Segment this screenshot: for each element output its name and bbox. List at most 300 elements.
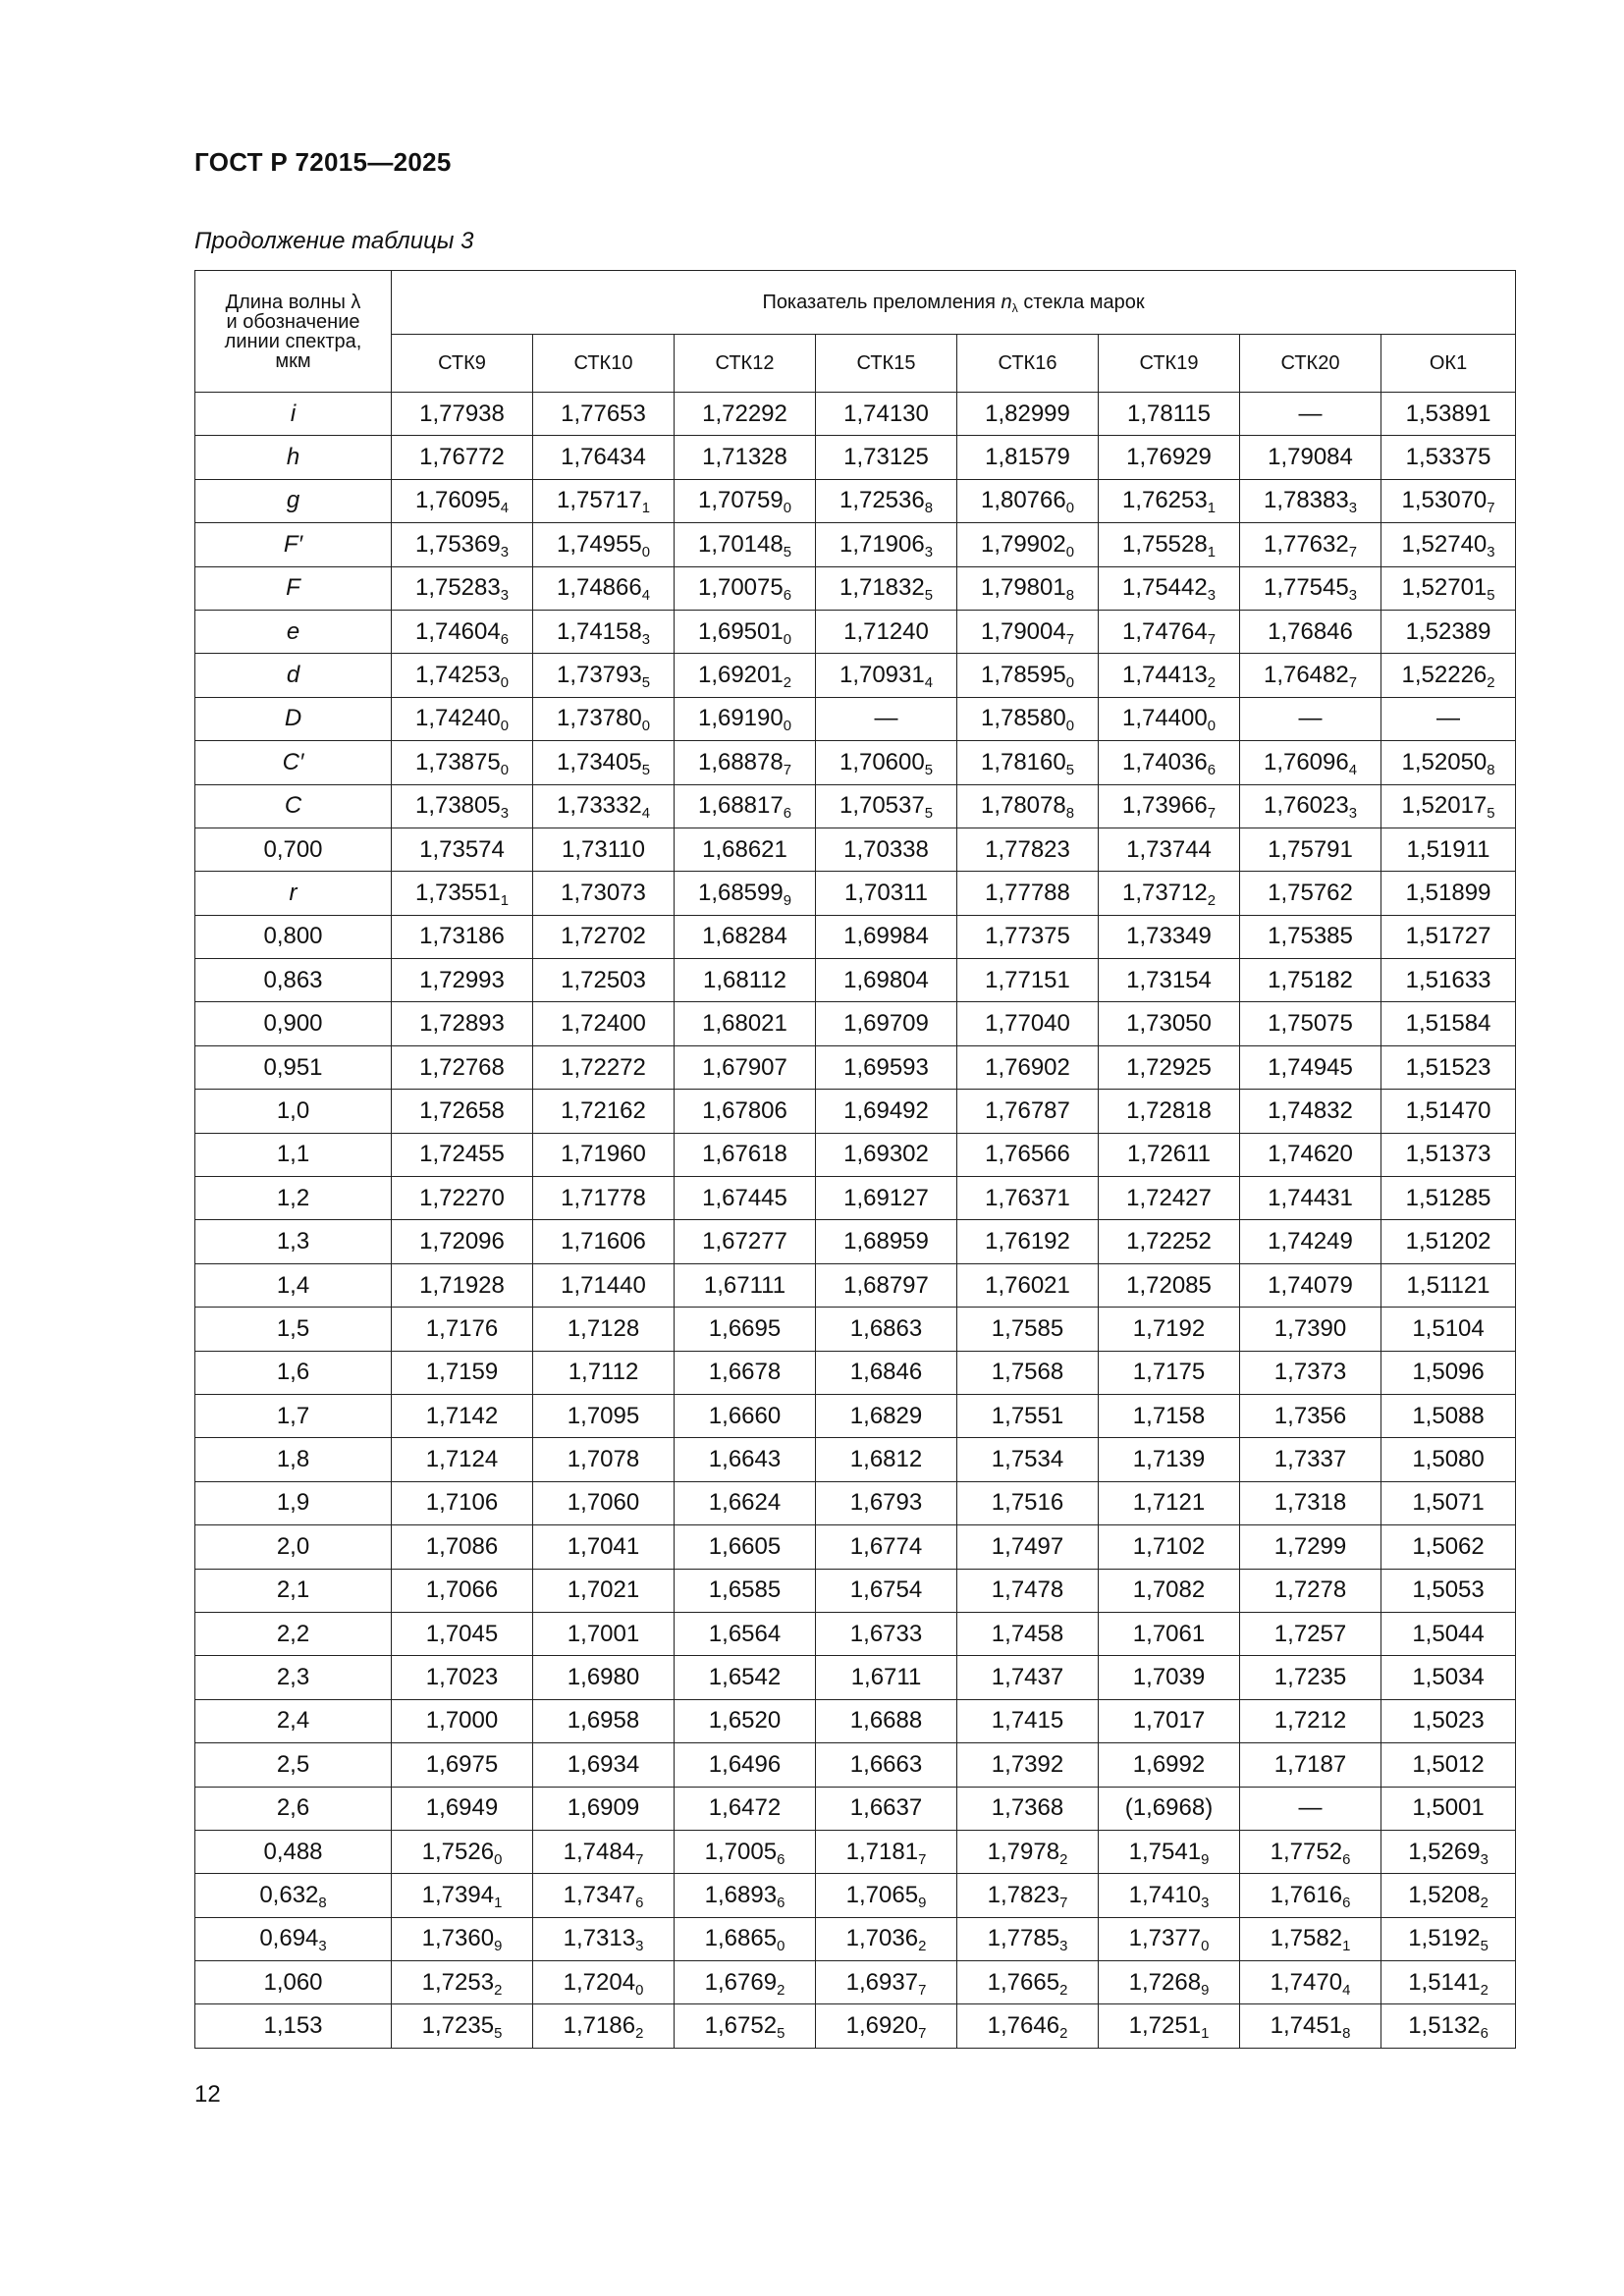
cell-value: 1,72611 xyxy=(1127,1141,1211,1168)
cell-value: 1,5012 xyxy=(1412,1750,1485,1778)
table-row xyxy=(195,1308,1516,1351)
wavelength-cell xyxy=(195,1045,392,1089)
cell-value: 1,6688 xyxy=(849,1707,923,1735)
table-cell xyxy=(957,1743,1099,1787)
cell-value-subscript: 0 xyxy=(494,1851,503,1868)
table-cell xyxy=(1381,1133,1516,1176)
table-cell xyxy=(675,1917,816,1960)
cell-value-subscript: 2 xyxy=(918,1939,927,1955)
cell-value: 1,72427 xyxy=(1126,1184,1212,1211)
cell-value: 1,5 xyxy=(276,1314,310,1342)
table-cell xyxy=(1099,1525,1240,1569)
cell-value-subscript: 3 xyxy=(1487,544,1495,561)
table-cell xyxy=(1240,1612,1381,1655)
cell-value-subscript: 7 xyxy=(1348,544,1358,561)
cell-value: 2,2 xyxy=(276,1620,310,1647)
glass-mark-header: СТК19 xyxy=(1099,334,1240,392)
table-cell xyxy=(1381,1177,1516,1220)
cell-value: 1,69190 xyxy=(697,705,784,732)
table-cell xyxy=(392,1743,533,1787)
wavelength-cell xyxy=(195,436,392,479)
cell-value-subscript: 3 xyxy=(500,588,510,604)
cell-value: 1,7390 xyxy=(1273,1314,1347,1342)
wavelength-cell xyxy=(195,1351,392,1394)
cell-value: 0,800 xyxy=(263,923,323,950)
table-cell xyxy=(1240,479,1381,522)
table-cell xyxy=(392,1569,533,1612)
cell-value: 1,5071 xyxy=(1412,1489,1485,1517)
cell-value: 1,77375 xyxy=(985,923,1070,950)
cell-value: 1,73551 xyxy=(414,879,501,906)
cell-value-subscript: 5 xyxy=(1065,762,1075,778)
table-cell xyxy=(1099,610,1240,653)
table-cell xyxy=(1240,1830,1381,1873)
table-cell xyxy=(957,697,1099,740)
cell-value: 1,6660 xyxy=(708,1402,782,1429)
cell-value: 1,5132 xyxy=(1408,2012,1481,2040)
cell-value: 1,79801 xyxy=(980,574,1066,602)
cell-value: 1,76096 xyxy=(1263,748,1349,775)
wavelength-cell xyxy=(195,915,392,958)
table-cell xyxy=(816,697,957,740)
table-cell xyxy=(533,1787,675,1830)
cell-value: — xyxy=(1298,705,1323,732)
cell-value: 1,73186 xyxy=(419,923,505,950)
table-cell xyxy=(957,1308,1099,1351)
cell-value-subscript: 6 xyxy=(635,1895,644,1911)
cell-value-subscript: 3 xyxy=(641,631,651,648)
cell-value: 1,7235 xyxy=(1273,1664,1347,1691)
cell-value: 1,76192 xyxy=(985,1228,1070,1255)
table-caption: Продолжение таблицы 3 xyxy=(194,228,474,254)
cell-value: 1,72455 xyxy=(419,1141,505,1168)
cell-value: 1,73125 xyxy=(843,444,929,471)
cell-value: 1,51523 xyxy=(1405,1053,1491,1081)
table-cell xyxy=(1099,1394,1240,1437)
table-cell xyxy=(1099,1177,1240,1220)
cell-value: 1,5088 xyxy=(1412,1402,1485,1429)
cell-value: 1,5062 xyxy=(1412,1532,1485,1560)
cell-value: 1,78160 xyxy=(980,748,1066,775)
table-cell xyxy=(816,828,957,871)
table-row xyxy=(195,2004,1516,2048)
table-cell xyxy=(675,1045,816,1089)
cell-value: 1,79902 xyxy=(980,530,1066,558)
table-row xyxy=(195,1090,1516,1133)
cell-value: 1,51470 xyxy=(1405,1096,1491,1124)
cell-value: 1,76846 xyxy=(1268,617,1353,645)
cell-value-subscript: 0 xyxy=(500,719,510,735)
cell-value: 1,7360 xyxy=(421,1925,495,1952)
cell-value: 1,7175 xyxy=(1132,1359,1206,1386)
table-cell xyxy=(816,1220,957,1263)
table-row xyxy=(195,1656,1516,1699)
wavelength-cell xyxy=(195,1830,392,1873)
cell-value: 1,72768 xyxy=(419,1053,505,1081)
table-cell xyxy=(392,1351,533,1394)
table-cell xyxy=(957,1394,1099,1437)
wavelength-cell xyxy=(195,1177,392,1220)
cell-value: 1,74413 xyxy=(1121,662,1208,689)
table-cell xyxy=(675,1787,816,1830)
cell-value: 1,51899 xyxy=(1405,879,1491,906)
cell-value: 1,6865 xyxy=(704,1925,778,1952)
cell-value: 1,74832 xyxy=(1268,1096,1353,1124)
cell-value-subscript: 7 xyxy=(1065,631,1075,648)
table-cell xyxy=(675,610,816,653)
cell-value-subscript: 8 xyxy=(1065,588,1075,604)
table-cell xyxy=(816,1308,957,1351)
cell-value: 2,0 xyxy=(276,1532,310,1560)
cell-value: 1,7268 xyxy=(1128,1968,1202,1996)
cell-value-subscript: 2 xyxy=(777,1982,785,1999)
cell-value: 1,6893 xyxy=(704,1881,778,1908)
table-row xyxy=(195,654,1516,697)
table-cell xyxy=(957,1220,1099,1263)
cell-value: 1,72658 xyxy=(419,1096,505,1124)
cell-value: 1,71328 xyxy=(702,444,787,471)
table-cell xyxy=(1240,2004,1381,2048)
table-cell xyxy=(675,784,816,828)
cell-value: F′ xyxy=(283,530,303,558)
cell-value: 1,5023 xyxy=(1412,1707,1485,1735)
table-cell xyxy=(675,1394,816,1437)
cell-value: 2,1 xyxy=(276,1576,310,1604)
table-cell xyxy=(957,1133,1099,1176)
cell-value: 1,52701 xyxy=(1401,574,1488,602)
table-cell xyxy=(1240,1394,1381,1437)
table-cell xyxy=(1099,1133,1240,1176)
cell-value: 1,70537 xyxy=(839,792,925,820)
table-cell xyxy=(675,1177,816,1220)
cell-value: 1,7139 xyxy=(1132,1446,1206,1473)
cell-value: 1,70338 xyxy=(843,835,929,863)
table-cell xyxy=(1381,1874,1516,1917)
cell-value: 1,7497 xyxy=(991,1532,1064,1560)
table-cell xyxy=(1240,872,1381,915)
table-cell xyxy=(1240,1308,1381,1351)
cell-value: 1,6920 xyxy=(845,2012,919,2040)
cell-value: 1,76902 xyxy=(985,1053,1070,1081)
cell-value-subscript: 3 xyxy=(1348,805,1358,822)
cell-value: 1,7181 xyxy=(845,1838,919,1865)
table-cell xyxy=(392,1830,533,1873)
table-cell xyxy=(533,1394,675,1437)
table-cell xyxy=(533,1308,675,1351)
cell-value-subscript: 0 xyxy=(500,674,510,691)
table-cell xyxy=(675,828,816,871)
table-cell xyxy=(533,1699,675,1742)
cell-value: 1,73574 xyxy=(419,835,505,863)
glass-mark-header: СТК12 xyxy=(675,334,816,392)
cell-value: 1,69492 xyxy=(843,1096,929,1124)
cell-value: 1,75791 xyxy=(1268,835,1353,863)
table-cell xyxy=(392,1045,533,1089)
cell-value-subscript: 9 xyxy=(494,1939,503,1955)
cell-value-subscript: 3 xyxy=(1480,1851,1489,1868)
table-cell xyxy=(533,1961,675,2004)
cell-value-subscript: 6 xyxy=(783,588,792,604)
cell-value-subscript: 5 xyxy=(641,674,651,691)
table-cell xyxy=(675,1133,816,1176)
cell-value: 1,73073 xyxy=(561,879,646,906)
table-cell xyxy=(957,610,1099,653)
wavelength-header-line: мкм xyxy=(275,349,311,372)
cell-value-subscript: 2 xyxy=(1480,1895,1489,1911)
table-cell xyxy=(533,1220,675,1263)
cell-value-subscript: 6 xyxy=(1342,1851,1351,1868)
cell-value: 1,7005 xyxy=(704,1838,778,1865)
table-cell xyxy=(816,1743,957,1787)
cell-value: 1,74253 xyxy=(414,662,501,689)
wavelength-header-line: линии спектра, xyxy=(224,330,362,352)
cell-value: 1,75717 xyxy=(556,487,642,514)
cell-value: 1,060 xyxy=(263,1968,323,1996)
cell-value: 1,73349 xyxy=(1126,923,1212,950)
cell-value: 1,71928 xyxy=(419,1271,505,1299)
table-cell xyxy=(1099,915,1240,958)
table-cell xyxy=(1381,1656,1516,1699)
cell-value: 1,6937 xyxy=(845,1968,919,1996)
cell-value: 1,74955 xyxy=(556,530,642,558)
cell-value-subscript: 3 xyxy=(1059,1939,1068,1955)
table-cell xyxy=(1381,1569,1516,1612)
cell-value: 1,7415 xyxy=(991,1707,1064,1735)
cell-value: 1,75528 xyxy=(1121,530,1208,558)
group-header-prefix: Показатель преломления xyxy=(762,291,1001,313)
table-cell xyxy=(1099,1308,1240,1351)
wavelength-cell xyxy=(195,610,392,653)
table-cell xyxy=(675,566,816,610)
cell-value: 1,6585 xyxy=(708,1576,782,1604)
cell-value-subscript: 4 xyxy=(924,674,934,691)
cell-value: 1,7000 xyxy=(425,1707,499,1735)
wavelength-cell xyxy=(195,872,392,915)
cell-value: 1,6564 xyxy=(708,1620,782,1647)
cell-value: 1,7337 xyxy=(1273,1446,1347,1473)
table-cell xyxy=(816,915,957,958)
table-row xyxy=(195,1830,1516,1873)
cell-value-subscript: 4 xyxy=(500,501,510,517)
table-cell xyxy=(1099,1569,1240,1612)
cell-value: 1,7394 xyxy=(421,1881,495,1908)
table-cell xyxy=(816,436,957,479)
cell-value: 1,73966 xyxy=(1121,792,1208,820)
table-cell xyxy=(1240,1133,1381,1176)
table-cell xyxy=(533,1045,675,1089)
cell-value: 2,3 xyxy=(276,1664,310,1691)
cell-value: 1,7082 xyxy=(1132,1576,1206,1604)
table-cell xyxy=(533,1438,675,1481)
cell-value-subscript: 3 xyxy=(318,1939,327,1955)
cell-value: 1,7978 xyxy=(987,1838,1060,1865)
glass-mark-header: СТК16 xyxy=(957,334,1099,392)
table-cell xyxy=(1240,1961,1381,2004)
cell-value: 1,78580 xyxy=(980,705,1066,732)
wavelength-cell xyxy=(195,697,392,740)
cell-value: 1,76482 xyxy=(1263,662,1349,689)
cell-value-subscript: 6 xyxy=(1480,2025,1489,2042)
table-cell xyxy=(1099,1481,1240,1524)
wavelength-cell xyxy=(195,1002,392,1045)
group-header-suffix: стекла марок xyxy=(1017,291,1145,313)
table-cell xyxy=(1240,1002,1381,1045)
cell-value: 1,69804 xyxy=(843,966,929,993)
cell-value: 1,5044 xyxy=(1412,1620,1485,1647)
table-cell xyxy=(1240,1917,1381,1960)
table-cell xyxy=(392,959,533,1002)
cell-value: 1,51727 xyxy=(1405,923,1491,950)
cell-value: 1,76929 xyxy=(1126,444,1212,471)
wavelength-cell xyxy=(195,784,392,828)
cell-value: 1,7121 xyxy=(1132,1489,1206,1517)
cell-value: 1,73050 xyxy=(1126,1010,1212,1038)
cell-value-subscript: 5 xyxy=(924,588,934,604)
cell-value: 1,74620 xyxy=(1268,1141,1353,1168)
cell-value-subscript: 3 xyxy=(635,1939,644,1955)
cell-value: 0,900 xyxy=(263,1010,323,1038)
table-cell xyxy=(675,1090,816,1133)
cell-value: 1,52050 xyxy=(1401,748,1488,775)
table-cell xyxy=(957,1045,1099,1089)
cell-value: 1,76023 xyxy=(1263,792,1349,820)
table-cell xyxy=(675,915,816,958)
cell-value: g xyxy=(286,487,300,514)
table-cell xyxy=(675,1481,816,1524)
table-cell xyxy=(392,1263,533,1307)
table-cell xyxy=(816,1699,957,1742)
cell-value: 1,70931 xyxy=(839,662,925,689)
wavelength-cell xyxy=(195,1917,392,1960)
cell-value-subscript: 5 xyxy=(783,544,792,561)
cell-value: 1,7785 xyxy=(987,1925,1060,1952)
table-cell xyxy=(816,523,957,566)
cell-value: 1,71906 xyxy=(839,530,925,558)
cell-value: 1,7158 xyxy=(1132,1402,1206,1429)
cell-value: 1,7192 xyxy=(1132,1314,1206,1342)
table-cell xyxy=(816,1438,957,1481)
table-cell xyxy=(675,1308,816,1351)
table-cell xyxy=(533,654,675,697)
table-cell xyxy=(533,1351,675,1394)
table-cell xyxy=(533,1830,675,1873)
cell-value: 1,6605 xyxy=(708,1532,782,1560)
table-cell xyxy=(1381,959,1516,1002)
table-cell xyxy=(1240,1045,1381,1089)
table-cell xyxy=(1240,1699,1381,1742)
table-cell xyxy=(1240,1263,1381,1307)
table-cell xyxy=(533,915,675,958)
table-cell xyxy=(1381,1743,1516,1787)
cell-value: 1,72400 xyxy=(561,1010,646,1038)
table-cell xyxy=(392,828,533,871)
table-cell xyxy=(816,1177,957,1220)
table-cell xyxy=(1099,479,1240,522)
cell-value-subscript: 8 xyxy=(1342,2025,1351,2042)
cell-value: 1,5141 xyxy=(1408,1968,1481,1996)
cell-value: 1,6774 xyxy=(849,1532,923,1560)
table-cell xyxy=(1381,1961,1516,2004)
table-cell xyxy=(533,828,675,871)
table-cell xyxy=(533,393,675,436)
cell-value-subscript: 4 xyxy=(641,805,651,822)
table-cell xyxy=(957,1177,1099,1220)
cell-value: 1,7159 xyxy=(425,1359,499,1386)
table-row xyxy=(195,1569,1516,1612)
cell-value: 1,73744 xyxy=(1126,835,1212,863)
table-cell xyxy=(392,1525,533,1569)
table-cell xyxy=(1099,1351,1240,1394)
table-cell xyxy=(816,1917,957,1960)
cell-value: 1,6 xyxy=(276,1359,310,1386)
cell-value-subscript: 2 xyxy=(783,674,792,691)
table-cell xyxy=(1381,1308,1516,1351)
cell-value: 1,1 xyxy=(276,1141,310,1168)
wavelength-cell xyxy=(195,828,392,871)
table-cell xyxy=(533,1263,675,1307)
cell-value: 1,76787 xyxy=(985,1096,1070,1124)
cell-value: 1,6678 xyxy=(708,1359,782,1386)
cell-value: 1,6863 xyxy=(849,1314,923,1342)
table-cell xyxy=(1381,479,1516,522)
cell-value-subscript: 0 xyxy=(635,1982,644,1999)
table-cell xyxy=(392,872,533,915)
cell-value-subscript: 0 xyxy=(783,631,792,648)
table-row xyxy=(195,1699,1516,1742)
table-cell xyxy=(1381,1612,1516,1655)
cell-value: 1,7526 xyxy=(421,1838,495,1865)
table-cell xyxy=(392,436,533,479)
cell-value: 1,7752 xyxy=(1270,1838,1343,1865)
cell-value: 1,77788 xyxy=(985,879,1070,906)
table-cell xyxy=(533,1090,675,1133)
cell-value: 1,77653 xyxy=(561,400,646,427)
wavelength-cell xyxy=(195,1090,392,1133)
cell-value: 1,71440 xyxy=(561,1271,646,1299)
cell-value: 1,6752 xyxy=(704,2012,778,2040)
table-cell xyxy=(816,1394,957,1437)
table-cell xyxy=(392,1961,533,2004)
table-cell xyxy=(1381,1045,1516,1089)
cell-value: 1,72993 xyxy=(419,966,505,993)
cell-value: 1,7278 xyxy=(1273,1576,1347,1604)
cell-value-subscript: 9 xyxy=(1201,1851,1210,1868)
table-cell xyxy=(392,1917,533,1960)
wavelength-cell xyxy=(195,1481,392,1524)
cell-value: 0,700 xyxy=(263,835,323,863)
cell-value: 1,7313 xyxy=(563,1925,636,1952)
cell-value: 1,5053 xyxy=(1412,1576,1485,1604)
table-cell xyxy=(675,741,816,784)
cell-value: 1,68878 xyxy=(697,748,784,775)
glass-mark-header: СТК20 xyxy=(1240,334,1381,392)
cell-value: 1,76021 xyxy=(985,1271,1070,1299)
cell-value-subscript: 2 xyxy=(1059,1851,1068,1868)
table-cell xyxy=(1240,1743,1381,1787)
table-cell xyxy=(1240,1090,1381,1133)
table-cell xyxy=(1099,1438,1240,1481)
cell-value: 1,77040 xyxy=(985,1010,1070,1038)
table-cell xyxy=(816,1133,957,1176)
cell-value: 1,7541 xyxy=(1128,1838,1202,1865)
cell-value: 1,70600 xyxy=(839,748,925,775)
table-row xyxy=(195,915,1516,958)
table-cell xyxy=(533,436,675,479)
cell-value: — xyxy=(874,705,898,732)
table-cell xyxy=(1381,1263,1516,1307)
cell-value-subscript: 7 xyxy=(635,1851,644,1868)
cell-value: 1,68817 xyxy=(697,792,784,820)
